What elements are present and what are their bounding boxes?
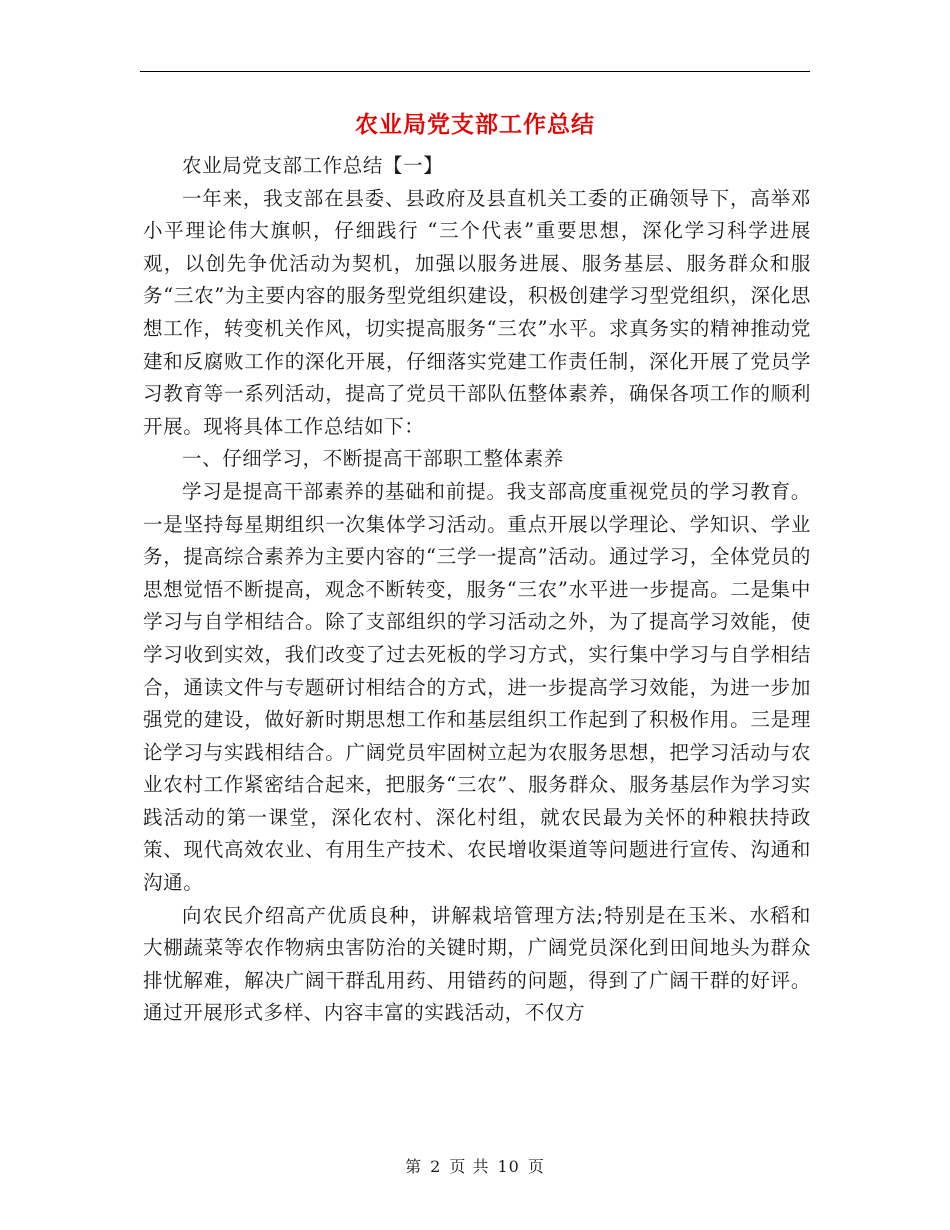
page-footer <box>0 1154 950 1177</box>
footer-page-total: 10 <box>497 1157 520 1176</box>
footer-page-current: 2 <box>430 1157 442 1176</box>
footer-page-prefix: 第 <box>405 1157 423 1176</box>
header-rule <box>140 71 810 72</box>
document-title: 农业局党支部工作总结 <box>355 111 595 138</box>
body-paragraph: 学习是提高干部素养的基础和前提。我支部高度重视党员的学习教育。一是坚持每星期组织一次集体学习活动。重点开展以学理论、学知识、学业务，提高综合素养为主要内容的“三学一提高”活动。通过学习，全体党员的思想觉悟不断提高，观念不断转变，服务“三农”水平进一步提高。二是集中学习与自学相结合。除了支部组织的学习活动之外，为了提高学习效能，使学习收到实效，我们改变了过去死板的学习方式，实行集中学习与自学相结合，通读文件与专题研讨相结合的方式，进一步提高学习效能，为进一步加强党的建设，做好新时期思想工作和基层组织工作起到了积极作用。三是理论学习与实践相结合。广阔党员牢固树立起为农服务思想，把学习活动与农业农村工作紧密结合起来，把服务“三农”、服务群众、服务基层作为学习实践活动的第一课堂，深化农村、深化村组，就农民最为关怀的种粮扶持政策、现代高效农业、有用生产技术、农民增收渠道等问题进行宣传、沟通和沟通。 <box>143 479 811 895</box>
document-body <box>143 150 811 1030</box>
footer-page-suffix: 页 <box>527 1157 545 1176</box>
subtitle-paragraph: 农业局党支部工作总结【一】 <box>182 154 444 177</box>
footer-page-middle: 页 共 <box>449 1157 490 1176</box>
body-paragraph: 向农民介绍高产优质良种，讲解栽培管理方法;特别是在玉米、水稻和大棚蔬菜等农作物病虫害防治的关键时期，广阔党员深化到田间地头为群众排忧解难，解决广阔干群乱用药、用错药的问题，得到了广阔干群的好评。通过开展形式多样、内容丰富的实践活动，不仅方 <box>143 903 811 1025</box>
section-heading: 一、仔细学习，不断提高干部职工整体素养 <box>182 447 564 471</box>
intro-paragraph: 一年来，我支部在县委、县政府及县直机关工委的正确领导下，高举邓小平理论伟大旗帜，仔细践行 “三个代表”重要思想，深化学习科学进展观，以创先争优活动为契机，加强以服务进展、服务基层、服务群众和服务“三农”为主要内容的服务型党组织建设，积极创建学习型党组织，深化思想工作，转变机关作风，切实提高服务“三农”水平。求真务实的精神推动党建和反腐败工作的深化开展，仔细落实党建工作责任制，深化开展了党员学习教育等一系列活动，提高了党员干部队伍整体素养，确保各项工作的顺利开展。现将具体工作总结如下： <box>143 186 811 438</box>
